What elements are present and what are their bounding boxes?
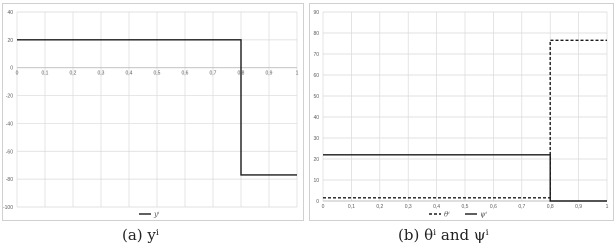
y-tick-label: 80 bbox=[313, 31, 319, 37]
y-tick-label: 20 bbox=[7, 37, 13, 44]
x-tick-label: 0,3 bbox=[97, 70, 105, 77]
y-tick-label: 40 bbox=[313, 115, 319, 121]
x-tick-label: 0,9 bbox=[575, 204, 583, 210]
x-tick-label: 1 bbox=[605, 204, 609, 210]
chart-panel-a bbox=[2, 3, 304, 221]
x-tick-label: 0,1 bbox=[41, 70, 49, 77]
y-tick-label: 0 bbox=[316, 199, 319, 205]
y-tick-label: -60 bbox=[5, 149, 13, 156]
y-tick-label: 70 bbox=[313, 52, 319, 58]
x-tick-label: 1 bbox=[295, 70, 299, 77]
x-tick-label: 0,8 bbox=[546, 204, 554, 210]
y-tick-label: -20 bbox=[5, 93, 13, 100]
x-tick-label: 0,7 bbox=[518, 204, 526, 210]
x-tick-label: 0,8 bbox=[237, 70, 245, 77]
y-tick-label: 50 bbox=[313, 94, 319, 100]
caption-b: (b) θⁱ and ψⁱ bbox=[398, 226, 489, 244]
chart-a-svg bbox=[3, 4, 303, 220]
y-tick-label: 40 bbox=[7, 10, 13, 16]
y-tick-label: -40 bbox=[5, 121, 13, 128]
x-tick-label: 0,4 bbox=[125, 70, 133, 77]
caption-a: (a) yⁱ bbox=[122, 226, 159, 244]
x-tick-label: 0 bbox=[321, 204, 325, 210]
x-tick-label: 0,2 bbox=[376, 204, 384, 210]
chart-panel-b bbox=[309, 3, 614, 221]
x-tick-label: 0,5 bbox=[461, 204, 469, 210]
y-tick-label: -100 bbox=[3, 205, 13, 211]
legend-label-1: ψⁱ bbox=[480, 210, 487, 219]
legend-label-0: yⁱ bbox=[154, 210, 160, 219]
y-tick-label: 30 bbox=[313, 136, 319, 142]
y-tick-label: 60 bbox=[313, 73, 319, 79]
x-tick-label: 0,7 bbox=[209, 70, 217, 77]
x-tick-label: 0,1 bbox=[347, 204, 355, 210]
x-tick-label: 0,2 bbox=[69, 70, 77, 77]
x-tick-label: 0,5 bbox=[153, 70, 161, 77]
chart-b-svg bbox=[310, 4, 613, 220]
x-tick-label: 0,9 bbox=[265, 70, 273, 77]
y-tick-label: 90 bbox=[313, 10, 319, 16]
legend-label-0: θⁱ bbox=[444, 210, 450, 219]
x-tick-label: 0 bbox=[15, 70, 19, 77]
y-tick-label: 20 bbox=[313, 157, 319, 163]
x-tick-label: 0,6 bbox=[181, 70, 189, 77]
y-tick-label: 10 bbox=[313, 178, 319, 184]
y-tick-label: 0 bbox=[10, 65, 13, 72]
y-tick-label: -80 bbox=[5, 177, 13, 184]
x-tick-label: 0,6 bbox=[489, 204, 497, 210]
x-tick-label: 0,3 bbox=[404, 204, 412, 210]
x-tick-label: 0,4 bbox=[433, 204, 441, 210]
